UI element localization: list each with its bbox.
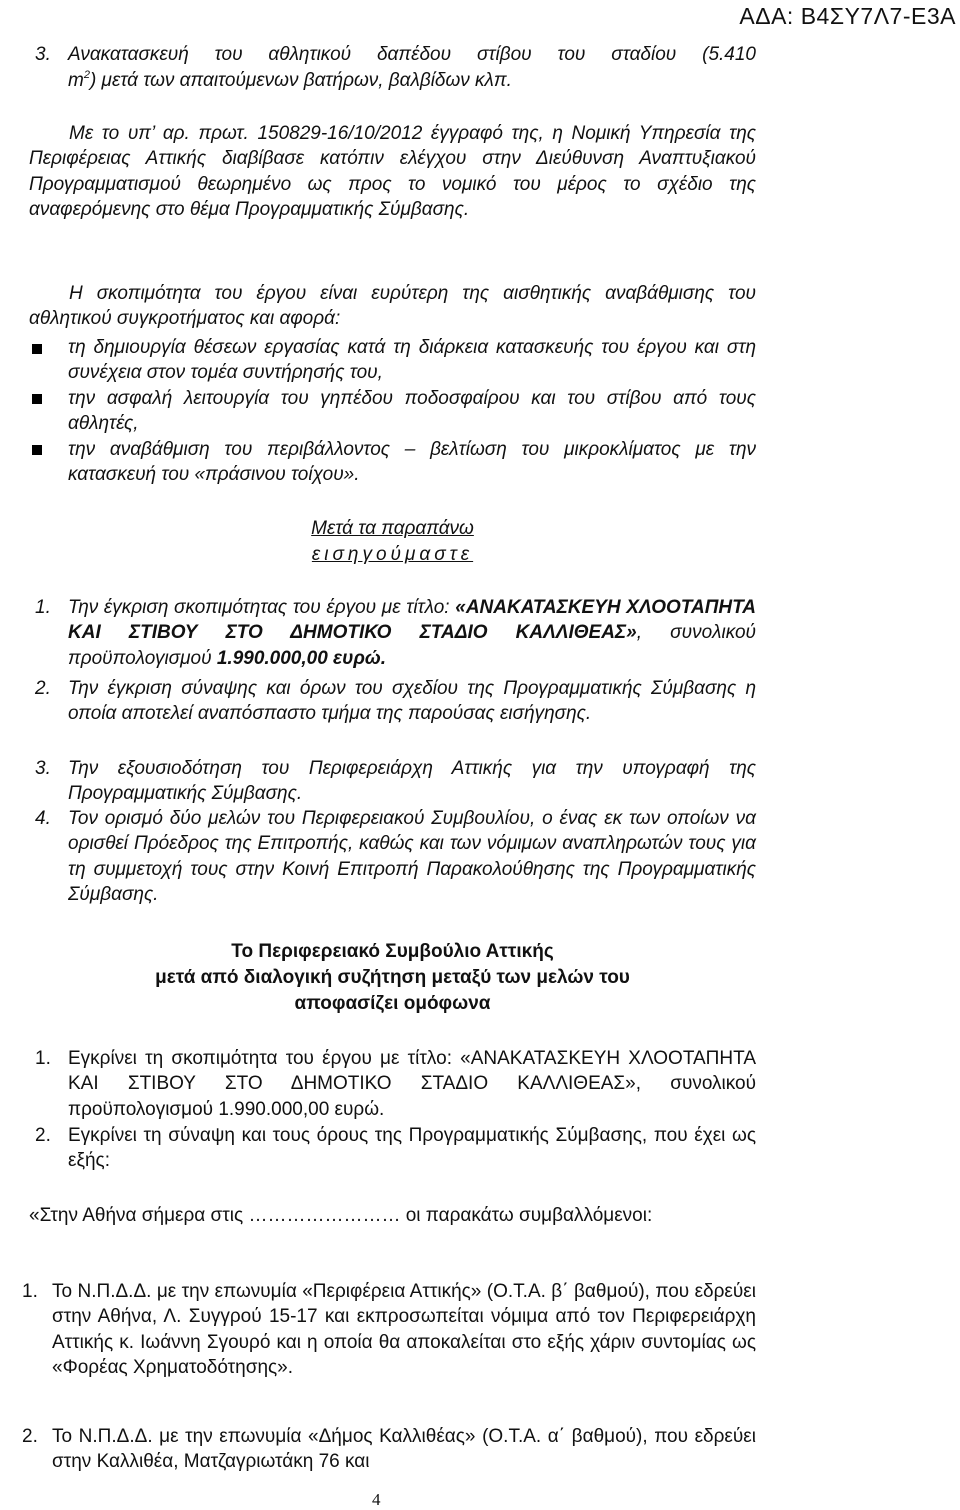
ada-code: ΑΔΑ: Β4ΣΥ7Λ7-Ε3Α (739, 3, 956, 29)
decision-number: 1. (35, 1048, 51, 1069)
unit-m: m (68, 70, 84, 91)
decision-item: Εγκρίνει τη σκοπιμότητα του έργου με τίτλο: «ΑΝΑΚΑΤΑΣΚΕΥΗ ΧΛΟΟΤΑΠΗΤΑ ΚΑΙ ΣΤΙΒΟΥ ΣΤΟ ΔΗΜΟΤΙΚΟ ΣΤΑΔΙΟ ΚΑΛΛΙΘΕΑΣ», συνολικού προϋπολογισμού 1.990.000,00 ευρώ. (68, 1048, 756, 1120)
paragraph-legal-service: Με το υπ’ αρ. πρωτ. 150829-16/10/2012 έγγραφό της, η Νομική Υπηρεσία της Περιφέρειας Αττικής διαβίβασε κατόπιν ελέγχου στην Διεύθυνση Αναπτυξιακού Προγραμματισμού θεωρημένο ως προς το νομικό του μέρος το σχέδιο της αναφερόμενης στο θέμα Προγραμματικής Σύμβασης. (29, 123, 756, 221)
proposal-item: Τον ορισμό δύο μελών του Περιφερειακού Συμβουλίου, ο ένας εκ των οποίων να ορισθεί Πρόεδρος της Επιτροπής, καθώς και των νόμιμων αναπληρωτών τους για τη συμμετοχή τους στην Κοινή Επιτροπή Παρακολούθησης της Προγραμματικής Σύμβασης. (68, 808, 756, 906)
item-text-line1: Ανακατασκευή του αθλητικού δαπέδου στίβου του σταδίου (5.410 (68, 44, 756, 65)
decision-item: Εγκρίνει τη σύναψη και τους όρους της Προγραμματικής Σύμβασης, που έχει ως εξής: (68, 1125, 756, 1172)
bullet-square-icon (32, 445, 42, 455)
contract-intro: «Στην Αθήνα σήμερα στις …………………… οι παρακάτω συμβαλλόμενοι: (29, 1205, 653, 1226)
bullet-item: τη δημιουργία θέσεων εργασίας κατά τη διάρκεια κατασκευής του έργου και στη συνέχεια στον τομέα συντήρησής του, (68, 337, 756, 384)
paragraph-purpose: Η σκοπιμότητα του έργου είναι ευρύτερη της αισθητικής αναβάθμισης του αθλητικού συγκροτήματος και αφορά: (29, 283, 756, 330)
bullet-item: την αναβάθμιση του περιβάλλοντος – βελτίωση του μικροκλίματος με την κατασκευή του «πράσινου τοίχου». (68, 439, 756, 486)
page-number: 4 (372, 1490, 381, 1509)
recommend-verb: εισηγούμαστε (311, 544, 474, 565)
decision-number: 2. (35, 1125, 51, 1146)
item-text-line2-rest: ) μετά των απαιτούμενων βατήρων, βαλβίδων κλπ. (89, 70, 512, 91)
proposal-number: 3. (35, 758, 51, 779)
budget-amount: 1.990.000,00 ευρώ. (216, 647, 387, 669)
proposal-item (68, 595, 756, 671)
party-number: 1. (22, 1281, 38, 1302)
unit-superscript: 2 (83, 69, 90, 81)
bullet-square-icon (32, 394, 42, 404)
proposal-number: 4. (35, 808, 51, 829)
council-heading: Το Περιφερειακό Συμβούλιο Αττικής (231, 941, 554, 962)
proposal-number: 1. (35, 597, 51, 618)
council-subheading: μετά από διαλογική συζήτηση μεταξύ των μελών του (155, 967, 630, 988)
bullet-square-icon (32, 344, 42, 354)
party-item: Το Ν.Π.Δ.Δ. με την επωνυμία «Περιφέρεια Αττικής» (Ο.Τ.Α. β΄ βαθμού), που εδρεύει στην Αθήνα, Λ. Συγγρού 15-17 και εκπροσωπείται νόμιμα από τον Περιφερειάρχη Αττικής κ. Ιωάννη Σγουρό και η οποία θα αποκαλείται στο εξής χάριν συντομίας ως «Φορέας Χρηματοδότησης». (52, 1281, 756, 1379)
item-number: 3. (35, 44, 51, 65)
proposal-text: , συνολικού προϋπολογισμού (68, 622, 756, 669)
recommend-heading: Μετά τα παραπάνω (311, 518, 474, 539)
proposal-item: Την έγκριση σύναψης και όρων του σχεδίου της Προγραμματικής Σύμβασης η οποία αποτελεί αναπόσπαστο τμήμα της παρούσας εισήγησης. (68, 678, 756, 725)
council-decision-verb: αποφασίζει ομόφωνα (294, 993, 491, 1014)
bullet-item: την ασφαλή λειτουργία του γηπέδου ποδοσφαίρου και του στίβου από τους αθλητές, (68, 388, 756, 435)
project-title: «ΑΝΑΚΑΤΑΣΚΕΥΗ ΧΛΟΟΤΑΠΗΤΑ ΚΑΙ ΣΤΙΒΟΥ ΣΤΟ ΔΗΜΟΤΙΚΟ ΣΤΑΔΙΟ ΚΑΛΛΙΘΕΑΣ» (68, 597, 756, 644)
item-text-line2 (68, 68, 756, 96)
party-item: Το Ν.Π.Δ.Δ. με την επωνυμία «Δήμος Καλλιθέας» (Ο.Τ.Α. α΄ βαθμού), που εδρεύει στην Καλλιθέα, Ματζαγριωτάκη 76 και (52, 1426, 756, 1473)
proposal-item: Την εξουσιοδότηση του Περιφερειάρχη Αττικής για την υπογραφή της Προγραμματικής Σύμβασης. (68, 758, 756, 805)
party-number: 2. (22, 1426, 38, 1447)
proposal-number: 2. (35, 678, 51, 699)
proposal-text: Την έγκριση σκοπιμότητας του έργου με τίτλο: (68, 597, 456, 618)
